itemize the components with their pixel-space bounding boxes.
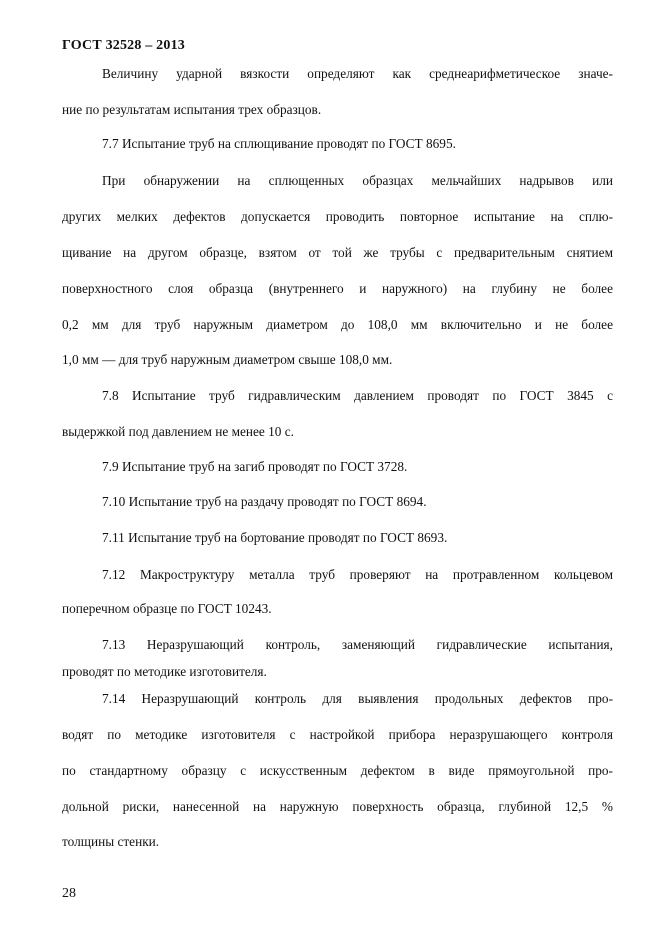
- text-line: водят по методике изготовителя с настройкой прибора неразрушающего контроля: [62, 727, 613, 742]
- document-header: ГОСТ 32528 – 2013: [62, 38, 185, 53]
- text-line: других мелких дефектов допускается проводить повторное испытание на сплю-: [62, 209, 613, 224]
- text-line: проводят по методике изготовителя.: [62, 664, 267, 679]
- text-line: поперечном образце по ГОСТ 10243.: [62, 601, 272, 616]
- text-line: щивание на другом образце, взятом от той же трубы с предварительным снятием: [62, 245, 613, 260]
- text-line: по стандартному образцу с искусственным дефектом в виде прямоугольной про-: [62, 763, 613, 778]
- page-number: 28: [62, 886, 76, 901]
- text-line: ние по результатам испытания трех образцов.: [62, 102, 322, 117]
- text-line: 7.13 Неразрушающий контроль, заменяющий гидравлические испытания,: [102, 637, 613, 652]
- text-line: При обнаружении на сплющенных образцах мельчайших надрывов или: [102, 173, 613, 188]
- text-line: дольной риски, нанесенной на наружную поверхность образца, глубиной 12,5 %: [62, 799, 613, 814]
- text-line: 7.10 Испытание труб на раздачу проводят по ГОСТ 8694.: [102, 494, 427, 509]
- text-line: 7.8 Испытание труб гидравлическим давлением проводят по ГОСТ 3845 с: [102, 388, 613, 403]
- text-line: 7.7 Испытание труб на сплющивание проводят по ГОСТ 8695.: [102, 136, 456, 151]
- text-line: выдержкой под давлением не менее 10 с.: [62, 424, 294, 439]
- text-line: 7.11 Испытание труб на бортование проводят по ГОСТ 8693.: [102, 530, 448, 545]
- text-line: 7.12 Макроструктуру металла труб проверяют на протравленном кольцевом: [102, 567, 613, 582]
- text-line: 7.9 Испытание труб на загиб проводят по ГОСТ 3728.: [102, 459, 408, 474]
- text-line: 7.14 Неразрушающий контроль для выявления продольных дефектов про-: [102, 691, 613, 706]
- text-line: поверхностного слоя образца (внутреннего и наружного) на глубину не более: [62, 281, 613, 296]
- text-line: 0,2 мм для труб наружным диаметром до 108,0 мм включительно и не более: [62, 317, 613, 332]
- text-line: 1,0 мм — для труб наружным диаметром свыше 108,0 мм.: [62, 352, 393, 367]
- text-line: толщины стенки.: [62, 834, 160, 849]
- text-line: Величину ударной вязкости определяют как среднеарифметическое значе-: [102, 66, 613, 81]
